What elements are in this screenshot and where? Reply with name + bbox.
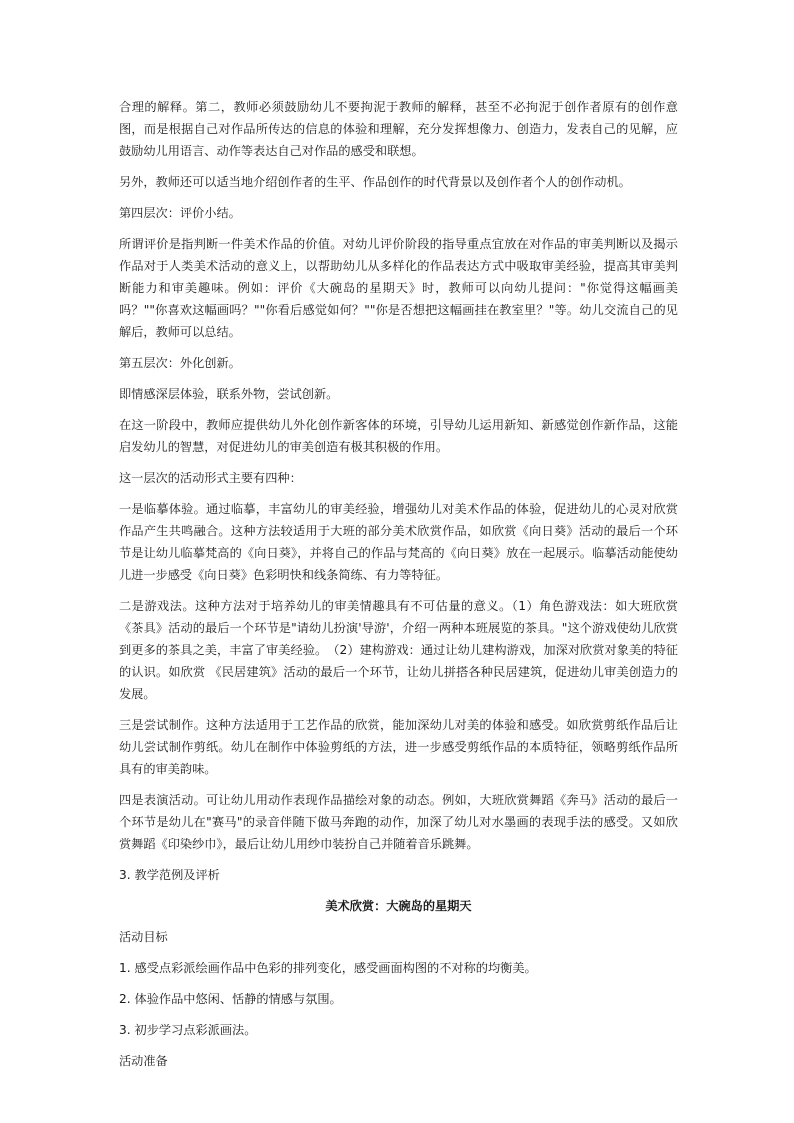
goal-item: 2. 体验作品中悠闲、恬静的情感与氛围。 [119,992,342,1006]
paragraph: 这一层次的活动形式主要有四种： [119,471,302,485]
paragraph: 合理的解释。第二，教师必须鼓励幼儿不要拘泥于教师的解释，甚至不必拘泥于创作者原有的创作意图，而是根据自己对作品所传达的信息的体验和理解，充分发挥想像力、创造力，发表自己的见解，应鼓励幼儿用语言、动作等表达自己对作品的感受和联想。 [119,100,678,158]
lesson-title: 美术欣赏：大碗岛的星期天 [325,899,472,913]
section-heading: 第四层次：评价小结。 [119,206,241,220]
paragraph: 三是尝试制作。这种方法适用于工艺作品的欣赏，能加深幼儿对美的体验和感受。如欣赏剪纸作品后让幼儿尝试制作剪纸。幼儿在制作中体验剪纸的方法，进一步感受剪纸作品的本质特征，领略剪纸作品所具有的审美韵味。 [119,718,678,776]
prep-heading: 活动准备 [119,1054,168,1068]
paragraph: 一是临摹体验。通过临摹，丰富幼儿的审美经验，增强幼儿对美术作品的体验，促进幼儿的心灵对欣赏作品产生共鸣融合。这种方法较适用于大班的部分美术欣赏作品，如欣赏《向日葵》活动的最后一个环节是让幼儿临摹梵高的《向日葵》，并将自己的作品与梵高的《向日葵》放在一起展示。临摹活动能使幼儿进一步感受《向日葵》色彩明快和线条简练、有力等特征。 [119,502,678,582]
paragraph: 另外，教师还可以适当地介绍创作者的生平、作品创作的时代背景以及创作者个人的创作动机。 [119,175,631,189]
goal-item: 3. 初步学习点彩派画法。 [119,1023,257,1037]
section-heading: 3. 教学范例及评析 [119,868,220,882]
paragraph: 在这一阶段中，教师应提供幼儿外化创作新客体的环境，引导幼儿运用新知、新感觉创作新作品，这能启发幼儿的智慧，对促进幼儿的审美创造有极其积极的作用。 [119,418,678,454]
paragraph: 所谓评价是指判断一件美术作品的价值。对幼儿评价阶段的指导重点宜放在对作品的审美判断以及揭示作品对于人类美术活动的意义上，以帮助幼儿从多样化的作品表达方式中吸取审美经验，提高其审美判断能力和审美趣味。例如：评价《大碗岛的星期天》时，教师可以向幼儿提问："你觉得这幅画美吗？""你喜欢这幅画吗？""你看后感觉如何？""你是否想把这幅画挂在教室里？"等。幼儿交流自己的见解后，教师可以总结。 [119,237,678,339]
goal-item: 1. 感受点彩派绘画作品中色彩的排列变化，感受画面构图的不对称的均衡美。 [119,961,537,975]
goals-heading: 活动目标 [119,930,168,944]
paragraph: 四是表演活动。可让幼儿用动作表现作品描绘对象的动态。例如，大班欣赏舞蹈《奔马》活动的最后一个环节是幼儿在"赛马"的录音伴随下做马奔跑的动作，加深了幼儿对水墨画的表现手法的感受。又如欣赏舞蹈《印染纱巾》，最后让幼儿用纱巾装扮自己并随着音乐跳舞。 [119,793,678,851]
section-heading: 第五层次：外化创新。 [119,356,241,370]
paragraph: 二是游戏法。这种方法对于培养幼儿的审美情趣具有不可估量的意义。（1）角色游戏法：如大班欣赏《茶具》活动的最后一个环节是"请幼儿扮演'导游'，介绍一两种本班展览的茶具。"这个游戏使幼儿欣赏到更多的茶具之美，丰富了审美经验。 （2）建构游戏：通过让幼儿建构游戏，加深对欣赏对象美的特征的认识。如欣赏 《民居建筑》活动的最后一个环节，让幼儿拼搭各种民居建筑，促进幼儿审美创造力的发展。 [119,599,678,701]
document-body [119,96,678,1081]
paragraph: 即情感深层体验，联系外物，尝试创新。 [119,387,339,401]
